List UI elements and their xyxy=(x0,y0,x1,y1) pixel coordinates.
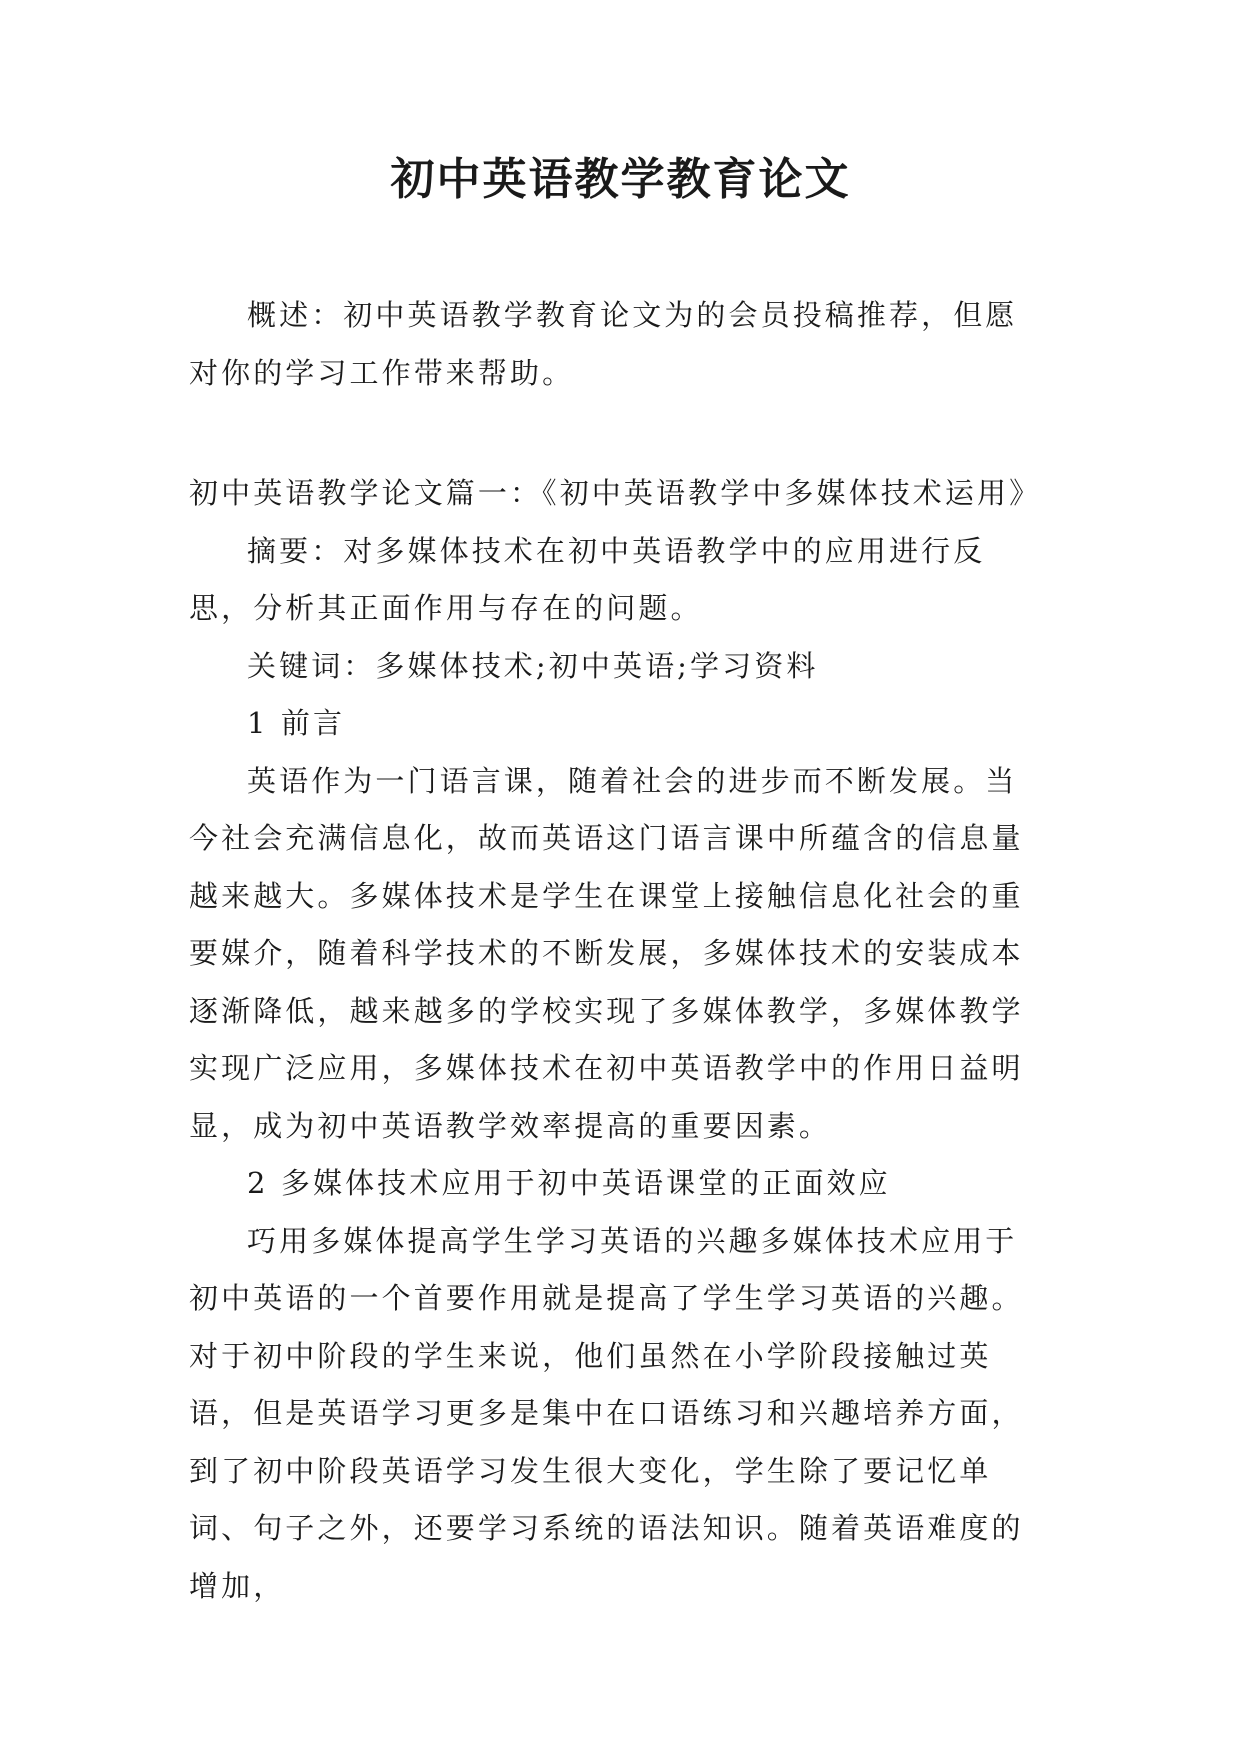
article-body xyxy=(189,465,1049,1615)
section-2-paragraph: 巧用多媒体提高学生学习英语的兴趣多媒体技术应用于初中英语的一个首要作用就是提高了学生学习英语的兴趣。对于初中阶段的学生来说，他们虽然在小学阶段接触过英语，但是英语学习更多是集中在口语练习和兴趣培养方面，到了初中阶段英语学习发生很大变化，学生除了要记忆单词、句子之外，还要学习系统的语法知识。随着英语难度的增加， xyxy=(189,1223,1024,1603)
section-2-heading: 2 多媒体技术应用于初中英语课堂的正面效应 xyxy=(247,1166,891,1200)
article-heading: 初中英语教学论文篇一：《初中英语教学中多媒体技术运用》 xyxy=(189,476,1042,510)
section-1-paragraph: 英语作为一门语言课，随着社会的进步而不断发展。当今社会充满信息化，故而英语这门语言课中所蕴含的信息量越来越大。多媒体技术是学生在课堂上接触信息化社会的重要媒介，随着科学技术的不断发展，多媒体技术的安装成本逐渐降低，越来越多的学校实现了多媒体教学，多媒体教学实现广泛应用，多媒体技术在初中英语教学中的作用日益明显，成为初中英语教学效率提高的重要因素。 xyxy=(189,763,1024,1143)
section-1-heading: 1 前言 xyxy=(247,706,346,740)
abstract-paragraph: 摘要：对多媒体技术在初中英语教学中的应用进行反思，分析其正面作用与存在的问题。 xyxy=(189,533,986,625)
document-title: 初中英语教学教育论文 xyxy=(390,154,851,205)
summary-block xyxy=(189,287,1049,402)
summary-paragraph: 概述：初中英语教学教育论文为的会员投稿推荐，但愿对你的学习工作带来帮助。 xyxy=(189,298,1018,390)
keywords-paragraph: 关键词：多媒体技术;初中英语;学习资料 xyxy=(247,648,819,683)
